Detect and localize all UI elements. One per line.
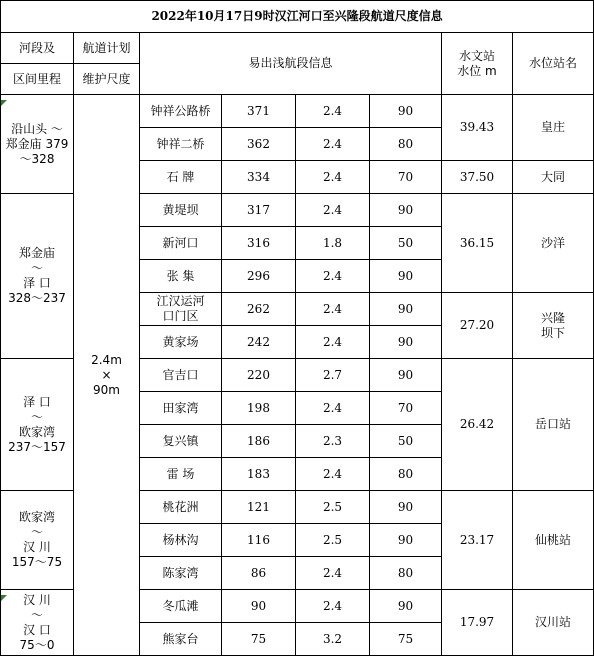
station-line: 坝下	[541, 325, 566, 340]
shoal-km: 116	[222, 524, 296, 557]
comment-marker	[1, 595, 7, 601]
shoal-km: 371	[222, 95, 296, 128]
shoal-depth: 2.4	[296, 557, 370, 590]
shoal-width: 75	[370, 623, 442, 656]
shoal-depth: 2.4	[296, 458, 370, 491]
water-level: 37.50	[442, 161, 513, 194]
segment-line: ～	[30, 607, 43, 622]
segment-cell	[1, 491, 74, 590]
table-row	[1, 95, 594, 128]
shoal-width: 90	[370, 590, 442, 623]
shoal-width: 90	[370, 194, 442, 227]
segment-line: 237～157	[8, 439, 66, 454]
shoal-depth: 2.4	[296, 326, 370, 359]
shoal-width: 90	[370, 293, 442, 326]
water-level: 23.17	[442, 491, 513, 590]
segment-line: ～	[30, 261, 43, 275]
segment-line: ～328	[19, 151, 55, 166]
station-name	[513, 491, 594, 590]
shoal-name: 杨林沟	[140, 524, 222, 557]
shoal-km: 262	[222, 293, 296, 326]
shoal-depth: 3.2	[296, 623, 370, 656]
header-segment-line2: 区间里程	[1, 64, 74, 95]
shoal-depth: 2.4	[296, 95, 370, 128]
segment-line: 328～237	[8, 291, 66, 305]
shoal-km: 186	[222, 425, 296, 458]
shoal-name: 江汉运河 口门区	[140, 293, 222, 326]
shoal-name: 黄堤坝	[140, 194, 222, 227]
shoal-name: 黄家场	[140, 326, 222, 359]
shoal-name: 张 集	[140, 260, 222, 293]
station-name	[513, 293, 594, 359]
shoal-depth: 2.4	[296, 293, 370, 326]
shoal-km: 183	[222, 458, 296, 491]
water-level: 27.20	[442, 293, 513, 359]
shoal-name: 桃花洲	[140, 491, 222, 524]
station-name	[513, 359, 594, 491]
header-station-name: 水位站名	[513, 33, 594, 95]
shoal-name: 官吉口	[140, 359, 222, 392]
shoal-name: 冬瓜滩	[140, 590, 222, 623]
segment-line: 沿山头 ～	[11, 121, 63, 136]
station-line: 沙洋	[541, 235, 566, 250]
shoal-depth: 2.4	[296, 161, 370, 194]
shoal-width: 70	[370, 161, 442, 194]
shoal-width: 90	[370, 95, 442, 128]
shoal-km: 334	[222, 161, 296, 194]
comment-marker	[1, 100, 7, 106]
water-level: 17.97	[442, 590, 513, 656]
shoal-km: 86	[222, 557, 296, 590]
station-line: 汉川站	[535, 615, 572, 629]
segment-cell	[1, 590, 74, 656]
segment-line: 郑金庙 379	[5, 136, 69, 151]
shoal-name: 熊家台	[140, 623, 222, 656]
shoal-km: 296	[222, 260, 296, 293]
shoal-depth: 2.3	[296, 425, 370, 458]
segment-line: 郑金庙	[18, 246, 55, 260]
station-line: 大同	[541, 169, 566, 184]
station-name	[513, 161, 594, 194]
segment-line: 汉 川	[23, 540, 51, 554]
header-gauge-level: 水文站 水位 m	[442, 33, 513, 95]
table-title: 2022年10月17日9时汉江河口至兴隆段航道尺度信息	[1, 1, 594, 33]
segment-line: 泽 口	[23, 276, 51, 290]
shoal-name: 田家湾	[140, 392, 222, 425]
shoal-width: 80	[370, 128, 442, 161]
shoal-km: 220	[222, 359, 296, 392]
station-name	[513, 590, 594, 656]
shoal-km: 75	[222, 623, 296, 656]
water-level: 26.42	[442, 359, 513, 491]
shoal-depth: 2.5	[296, 524, 370, 557]
header-shoals: 易出浅航段信息	[140, 33, 442, 95]
shoal-km: 362	[222, 128, 296, 161]
shoal-name: 钟祥二桥	[140, 128, 222, 161]
shoal-width: 80	[370, 458, 442, 491]
water-level: 36.15	[442, 194, 513, 293]
segment-line: 157～75	[11, 555, 63, 569]
shoal-width: 90	[370, 524, 442, 557]
shoal-width: 90	[370, 359, 442, 392]
segment-cell	[1, 359, 74, 491]
shoal-km: 242	[222, 326, 296, 359]
shoal-km: 198	[222, 392, 296, 425]
shoal-width: 50	[370, 425, 442, 458]
shoal-depth: 2.7	[296, 359, 370, 392]
segment-line: 汉 口	[23, 622, 51, 637]
shoal-name: 雷 场	[140, 458, 222, 491]
segment-cell	[1, 95, 74, 194]
station-line: 皇庄	[541, 120, 566, 134]
shoal-name: 复兴镇	[140, 425, 222, 458]
header-segment-line1: 河段及	[1, 33, 74, 64]
header-plan-line2: 维护尺度	[74, 64, 140, 95]
plan-dimension-cell: 2.4m × 90m	[74, 95, 140, 656]
segment-line: ～	[30, 525, 43, 539]
segment-line: 欧家湾	[18, 424, 55, 439]
shoal-name: 钟祥公路桥	[140, 95, 222, 128]
segment-line: 泽 口	[23, 394, 51, 409]
header-plan-line1: 航道计划	[74, 33, 140, 64]
segment-line: 欧家湾	[18, 510, 55, 524]
shoal-depth: 2.4	[296, 194, 370, 227]
shoal-width: 90	[370, 491, 442, 524]
shoal-width: 50	[370, 227, 442, 260]
shoal-depth: 2.4	[296, 128, 370, 161]
segment-line: 75～0	[19, 637, 55, 652]
shoal-name: 新河口	[140, 227, 222, 260]
shoal-width: 90	[370, 326, 442, 359]
shoal-depth: 2.5	[296, 491, 370, 524]
shoal-km: 316	[222, 227, 296, 260]
shoal-km: 90	[222, 590, 296, 623]
segment-line: ～	[30, 409, 43, 424]
station-line: 岳口站	[535, 417, 572, 431]
shoal-width: 90	[370, 260, 442, 293]
shoal-km: 121	[222, 491, 296, 524]
shoal-name: 陈家湾	[140, 557, 222, 590]
shoal-depth: 1.8	[296, 227, 370, 260]
water-level: 39.43	[442, 95, 513, 161]
shoal-km: 317	[222, 194, 296, 227]
shoal-depth: 2.4	[296, 260, 370, 293]
station-name	[513, 95, 594, 161]
station-name	[513, 194, 594, 293]
shoal-depth: 2.4	[296, 590, 370, 623]
shoal-width: 70	[370, 392, 442, 425]
shoal-width: 80	[370, 557, 442, 590]
shoal-depth: 2.4	[296, 392, 370, 425]
station-line: 仙桃站	[535, 532, 572, 547]
shoal-name: 石 牌	[140, 161, 222, 194]
segment-cell	[1, 194, 74, 359]
segment-line: 汉 川	[23, 592, 51, 607]
station-line: 兴隆	[541, 310, 566, 325]
